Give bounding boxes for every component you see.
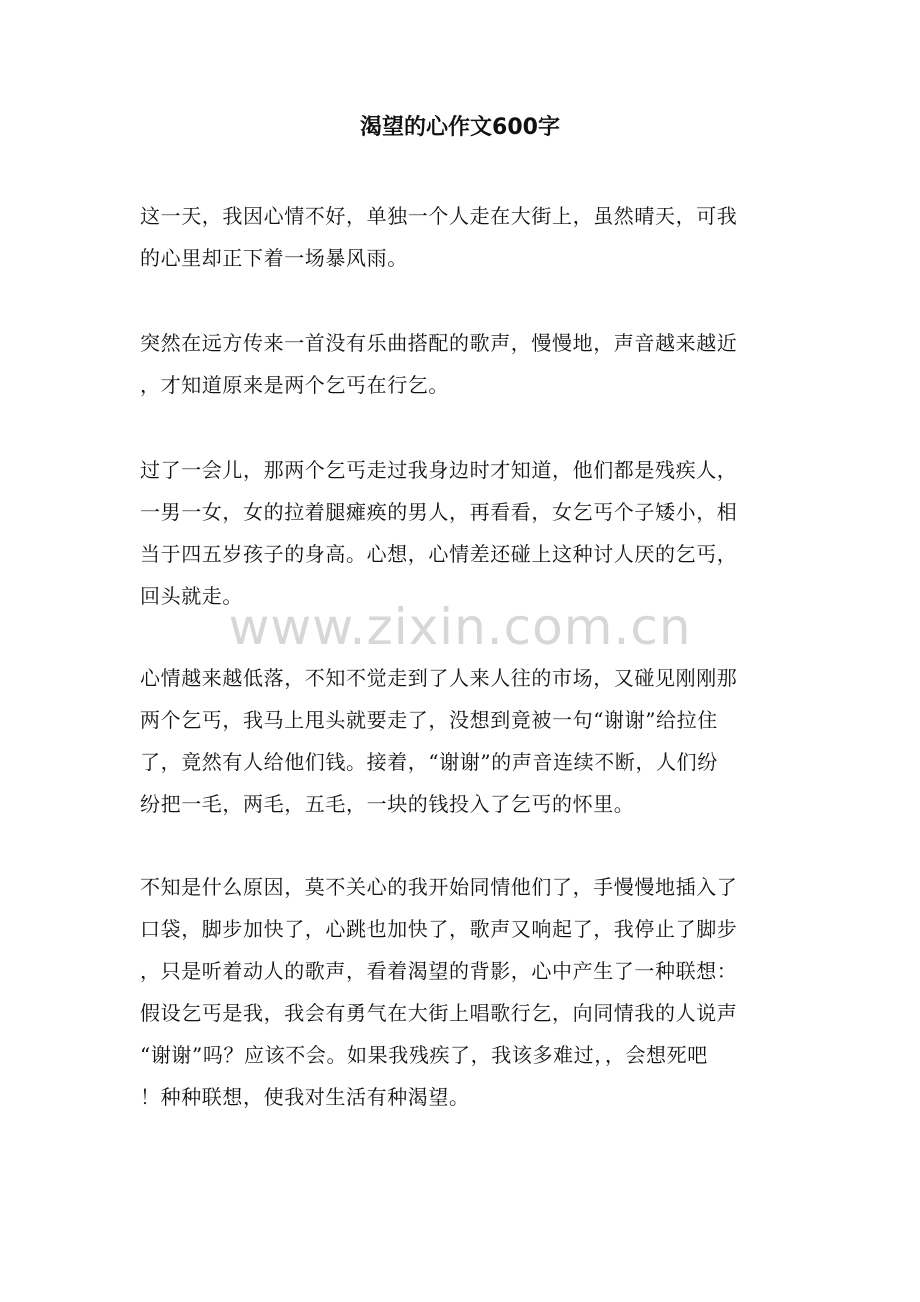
paragraph-1 [140,195,737,279]
text-line: ，只是听着动人的歌声，看着渴望的背影，心中产生了一种联想： [140,959,738,983]
text-line: 口袋，脚步加快了，心跳也加快了，歌声又响起了，我停止了脚步 [140,917,738,941]
text-line: 的心里却正下着一场暴风雨。 [140,246,408,270]
text-line: 突然在远方传来一首没有乐曲搭配的歌声，慢慢地，声音越来越近 [140,331,738,355]
text-line: 心情越来越低落，不知不觉走到了人来人往的市场，又碰见刚刚那 [140,666,738,690]
text-line: ！种种联想，使我对生活有种渴望。 [140,1085,470,1109]
watermark: www.zixin.com.cn [228,598,692,656]
text-line: 回头就走。 [140,584,243,608]
paragraph-4 [140,657,737,825]
text-line: 一男一女，女的拉着腿瘫痪的男人，再看看，女乞丐个子矮小，相 [140,500,738,524]
text-line: 过了一会儿，那两个乞丐走过我身边时才知道，他们都是残疾人， [140,458,738,482]
text-line: 假设乞丐是我，我会有勇气在大街上唱歌行乞，向同情我的人说声 [140,1001,738,1025]
text-line: ，才知道原来是两个乞丐在行乞。 [140,373,449,397]
paragraph-5 [140,866,737,1118]
paragraph-2 [140,322,737,406]
text-line: 纷把一毛，两毛，五毛，一块的钱投入了乞丐的怀里。 [140,792,635,816]
text-line: 两个乞丐，我马上甩头就要走了，没想到竟被一句“谢谢”给拉住 [140,708,718,732]
page-title: 渴望的心作文600字 [360,115,560,140]
text-line: “谢谢”吗？应该不会。如果我残疾了，我该多难过，，会想死吧 [140,1043,708,1067]
text-line: 当于四五岁孩子的身高。心想，心情差还碰上这种讨人厌的乞丐， [140,542,738,566]
paragraph-3 [140,449,737,617]
text-line: 这一天，我因心情不好，单独一个人走在大街上，虽然晴天，可我 [140,204,738,228]
text-line: 不知是什么原因，莫不关心的我开始同情他们了，手慢慢地插入了 [140,875,738,899]
text-line: 了，竟然有人给他们钱。接着，“谢谢”的声音连续不断，人们纷 [140,750,718,774]
